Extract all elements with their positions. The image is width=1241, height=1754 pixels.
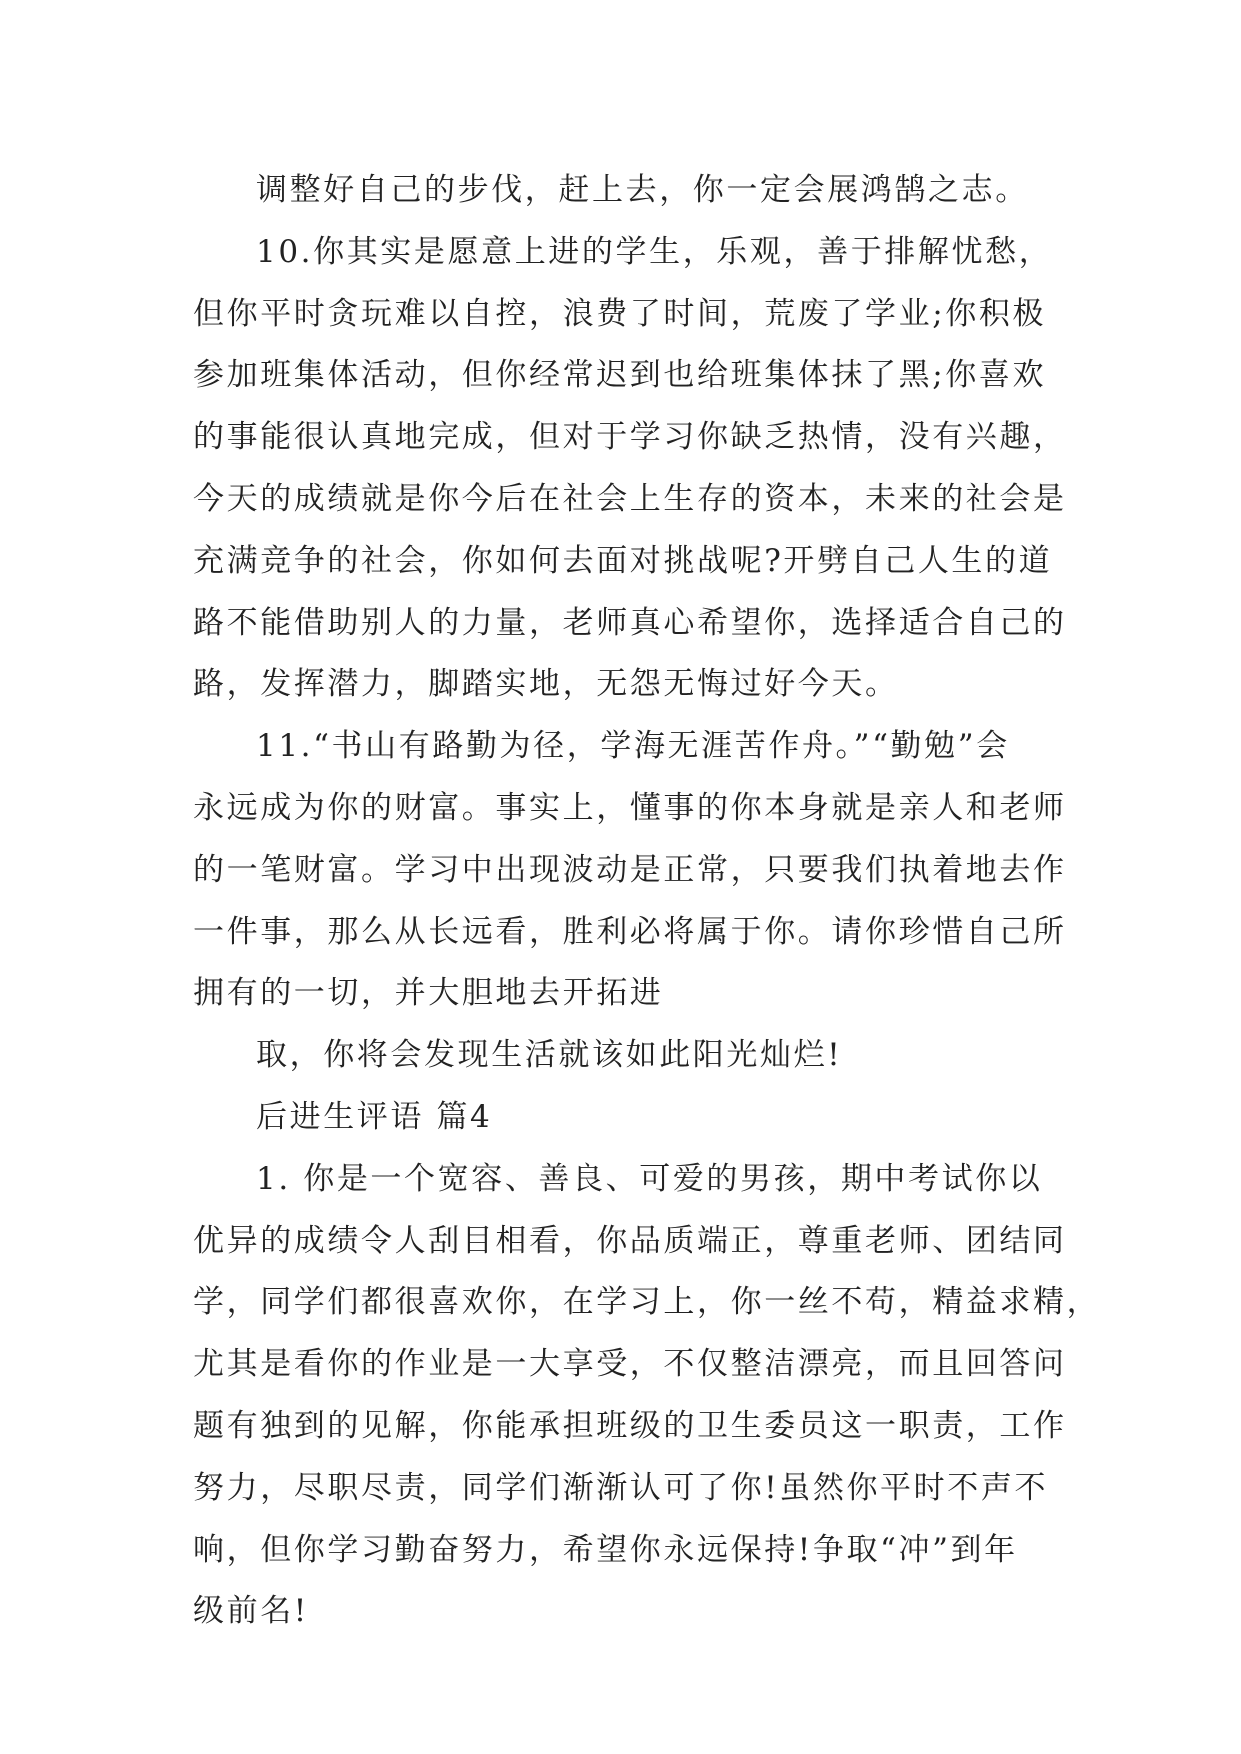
text-line: 级前名! [193,1593,309,1630]
text-line: 的事能很认真地完成，但对于学习你缺乏热情，没有兴趣， [193,419,1067,456]
text-line: 充满竞争的社会，你如何去面对挑战呢?开劈自己人生的道 [193,542,1053,579]
text-line: 响，但你学习勤奋努力，希望你永远保持!争取“冲”到年 [193,1531,1018,1568]
text-line: 的一笔财富。学习中出现波动是正常，只要我们执着地去作 [193,851,1067,888]
text-line: 题有独到的见解，你能承担班级的卫生委员这一职责，工作 [193,1407,1067,1444]
text-line: 但你平时贪玩难以自控，浪费了时间，荒废了学业;你积极 [193,295,1047,332]
text-line: 永远成为你的财富。事实上，懂事的你本身就是亲人和老师 [193,789,1067,826]
text-line: 路，发挥潜力，脚踏实地，无怨无悔过好今天。 [193,666,899,703]
section-heading: 后进生评语 篇4 [256,1098,493,1135]
text-line: 11.“书山有路勤为径，学海无涯苦作舟。”“勤勉”会 [256,728,1010,765]
text-line: 努力，尽职尽责，同学们渐渐认可了你!虽然你平时不声不 [193,1469,1049,1506]
text-line: 一件事，那么从长远看，胜利必将属于你。请你珍惜自己所 [193,913,1067,950]
text-line: 尤其是看你的作业是一大享受，不仅整洁漂亮，而且回答问 [193,1346,1067,1383]
text-line: 今天的成绩就是你今后在社会上生存的资本，未来的社会是 [193,480,1067,517]
text-line: 10.你其实是愿意上进的学生，乐观，善于排解忧愁， [256,233,1053,270]
text-line: 拥有的一切，并大胆地去开拓进 [193,975,664,1012]
text-line: 取，你将会发现生活就该如此阳光灿烂! [256,1037,843,1074]
text-line: 学，同学们都很喜欢你，在学习上，你一丝不苟，精益求精， [193,1284,1101,1321]
text-line: 参加班集体活动，但你经常迟到也给班集体抹了黑;你喜欢 [193,357,1047,394]
text-line: 路不能借助别人的力量，老师真心希望你，选择适合自己的 [193,604,1067,641]
document-body [193,160,1101,1643]
text-line: 优异的成绩令人刮目相看，你品质端正，尊重老师、团结同 [193,1222,1067,1259]
text-line: 调整好自己的步伐，赶上去，你一定会展鸿鹄之志。 [256,172,1029,208]
text-line: 1. 你是一个宽容、善良、可爱的男孩，期中考试你以 [256,1160,1043,1197]
